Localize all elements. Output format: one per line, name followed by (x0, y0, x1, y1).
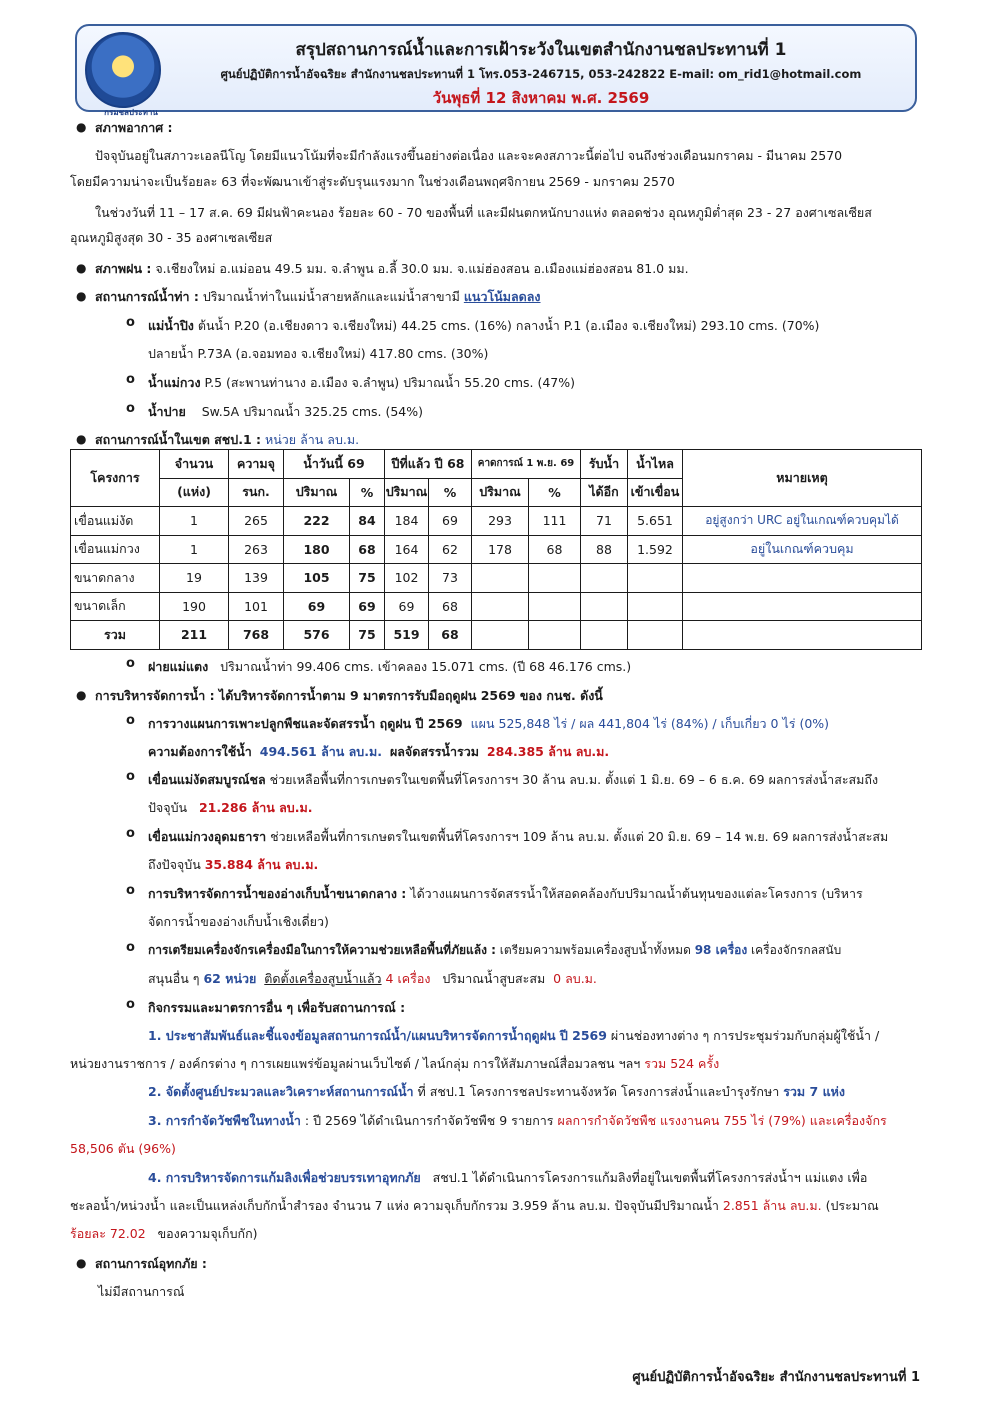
runoff-heading: สถานการณ์น้ำท่า : (95, 289, 199, 304)
mgmt-item-4-text-b: จัดการน้ำของอ่างเก็บน้ำเชิงเดี่ยว) (148, 914, 329, 929)
row-fc-vol: 293 (472, 507, 529, 536)
row-today-pct: 75 (350, 564, 385, 593)
rain-text: จ.เชียงใหม่ อ.แม่ออน 49.5 มม. จ.ลำพูน อ.ลี้ 30.0 มม. จ.แม่ฮ่องสอน อ.เมืองแม่ฮ่องสอน 81.0 มม. (155, 261, 689, 276)
row-fc-pct (529, 592, 581, 621)
logo-text: กรมชลประทาน (104, 108, 158, 117)
circle-bullet-icon: o (126, 401, 135, 416)
activity-4b (70, 1196, 940, 1216)
activity-4-value: 2.851 ล้าน ลบ.ม. (722, 1198, 822, 1213)
weather-text-2a: ในช่วงวันที่ 11 – 17 ส.ค. 69 มีฝนฟ้าคะนอง ร้อยละ 60 - 70 ของพื้นที่ และมีฝนตกหนักบางแห่ง ตลอดช่วง อุณหภูมิต่ำสุด 23 - 27 องศาเซลเซียส (95, 205, 872, 220)
row-receivable: 71 (581, 507, 628, 536)
row-last-pct: 73 (429, 564, 472, 593)
mgmt-need-label: ความต้องการใช้น้ำ (148, 744, 252, 759)
mgmt-item-2-text-b: ปัจจุบัน (148, 800, 188, 815)
runoff-trend: แนวโน้มลดลง (463, 289, 541, 304)
mgmt-item-5-pumps: 98 เครื่อง (694, 943, 748, 957)
page-footer: ศูนย์ปฏิบัติการน้ำอัจฉริยะ สำนักงานชลประทานที่ 1 (632, 1370, 920, 1385)
row-last-pct: 69 (429, 507, 472, 536)
activity-2-label: 2. จัดตั้งศูนย์ประมวลและวิเคราะห์สถานการณ์น้ำ (148, 1084, 414, 1099)
flood-heading: สถานการณ์อุทกภัย : (95, 1256, 207, 1271)
mgmt-item-1-plan: แผน 525,848 ไร่ / ผล 441,804 ไร่ (84%) / เก็บเกี่ยว 0 ไร่ (0%) (470, 716, 830, 731)
weather-heading: สภาพอากาศ : (95, 120, 173, 135)
col-project: โครงการ (71, 450, 160, 507)
row-today-vol: 105 (284, 564, 350, 593)
activity-2-text: ที่ สชป.1 โครงการชลประทานจังหวัด โครงการส่งน้ำและบำรุงรักษา (417, 1084, 780, 1099)
row-fc-pct: 68 (529, 535, 581, 564)
mgmt-item-4-text: ได้วางแผนการจัดสรรน้ำให้สอดคล้องกับปริมาณน้ำต้นทุนของแต่ละโครงการ (บริหาร (410, 886, 863, 901)
col-today-percent: % (350, 478, 385, 507)
activity-1-label: 1. ประชาสัมพันธ์และชี้แจงข้อมูลสถานการณ์น้ำ/แผนบริหารจัดการน้ำฤดูฝน ปี 2569 (148, 1028, 607, 1043)
row-capacity: 265 (229, 507, 284, 536)
row-today-vol: 69 (284, 592, 350, 621)
table-row (71, 592, 922, 621)
col-count-unit: (แห่ง) (160, 478, 229, 507)
mgmt-alloc-value: 284.385 ล้าน ลบ.ม. (486, 744, 610, 759)
bullet-icon: ● (76, 261, 87, 275)
ping-text-b: ปลายน้ำ P.73A (อ.จอมทอง จ.เชียงใหม่) 417.80 cms. (30%) (148, 346, 489, 361)
mgmt-item-5-units: 62 หน่วย (203, 971, 257, 986)
kuang-label: น้ำแม่กวง (148, 375, 201, 390)
activity-4-text: สชป.1 ได้ดำเนินการโครงการแก้มลิงที่อยู่ในเขตพื้นที่โครงการส่งน้ำฯ แม่แตง เพื่อ (432, 1170, 868, 1185)
row-remark (683, 592, 922, 621)
mgmt-item-5-text: เตรียมความพร้อมเครื่องสูบน้ำทั้งหมด (499, 943, 691, 957)
row-capacity: 139 (229, 564, 284, 593)
mgmt-item-2 (148, 770, 940, 790)
mae-taeng-text: ปริมาณน้ำท่า 99.406 cms. เข้าคลอง 15.071 cms. (ปี 68 46.176 cms.) (220, 659, 632, 674)
mgmt-item-5b (148, 969, 940, 989)
mgmt-need-value: 494.561 ล้าน ลบ.ม. (259, 744, 382, 759)
activity-3-label: 3. การกำจัดวัชพืชในทางน้ำ (148, 1113, 301, 1128)
row-remark: อยู่ในเกณฑ์ควบคุม (683, 535, 922, 564)
table-row (71, 564, 922, 593)
activity-3 (148, 1111, 940, 1131)
pai-text: Sw.5A ปริมาณน้ำ 325.25 cms. (54%) (201, 404, 424, 419)
activity-1b (70, 1054, 940, 1074)
reservoir-heading: สถานการณ์น้ำในเขต สชป.1 : (95, 432, 262, 447)
total-last-pct: 68 (429, 621, 472, 650)
runoff-text: ปริมาณน้ำท่าในแม่น้ำสายหลักและแม่น้ำสาขามี (202, 289, 460, 304)
report-title: สรุปสถานการณ์น้ำและการเฝ้าระวังในเขตสำนักงานชลประทานที่ 1 (295, 40, 787, 60)
rain-heading: สภาพฝน : (95, 261, 152, 276)
col-last-year: ปีที่แล้ว ปี 68 (385, 450, 472, 479)
rain-line (95, 259, 940, 279)
row-inflow: 5.651 (628, 507, 683, 536)
report-subtitle: ศูนย์ปฏิบัติการน้ำอัจฉริยะ สำนักงานชลประทานที่ 1 โทร.053-246715, 053-242822 E-mail: om_rid1@hotmail.com (220, 67, 862, 81)
activity-3-result-b: 58,506 ตัน (96%) (70, 1141, 176, 1156)
mgmt-item-2-value: 21.286 ล้าน ลบ.ม. (198, 800, 313, 815)
activity-4-pct: ร้อยละ 72.02 (70, 1226, 146, 1241)
row-count: 190 (160, 592, 229, 621)
row-receivable: 88 (581, 535, 628, 564)
pai-line (148, 402, 940, 422)
bullet-icon: ● (76, 688, 87, 702)
col-capacity: ความจุ (229, 450, 284, 479)
ping-text: ต้นน้ำ P.20 (อ.เชียงดาว จ.เชียงใหม่) 44.25 cms. (16%) กลางน้ำ P.1 (อ.เมือง จ.เชียงใหม่) 293.10 cms. (70%) (197, 318, 820, 333)
row-name: ขนาดกลาง (71, 564, 160, 593)
circle-bullet-icon: o (126, 769, 135, 784)
activity-1-total: รวม 524 ครั้ง (644, 1056, 720, 1071)
circle-bullet-icon: o (126, 826, 135, 841)
row-fc-pct (529, 564, 581, 593)
row-last-pct: 62 (429, 535, 472, 564)
table-row (71, 535, 922, 564)
runoff-line (95, 287, 940, 307)
report-date: วันพุธที่ 12 สิงหาคม พ.ศ. 2569 (432, 89, 650, 107)
mgmt-item-1-label: การวางแผนการเพาะปลูกพืชและจัดสรรน้ำ ฤดูฝน ปี 2569 (148, 716, 463, 731)
mgmt-item-5-pumped: ปริมาณน้ำสูบสะสม (442, 971, 546, 986)
total-last-vol: 519 (385, 621, 429, 650)
activity-2-total: รวม 7 แห่ง (783, 1084, 845, 1099)
reservoir-heading-line (95, 430, 940, 450)
circle-bullet-icon: o (126, 372, 135, 387)
circle-bullet-icon: o (126, 713, 135, 728)
mgmt-item-4-label: การบริหารจัดการน้ำของอ่างเก็บน้ำขนาดกลาง : (148, 886, 407, 901)
mgmt-item-5-installed-n: 4 เครื่อง (385, 971, 431, 986)
total-count: 211 (160, 621, 229, 650)
row-today-pct: 69 (350, 592, 385, 621)
row-remark (683, 564, 922, 593)
row-last-vol: 69 (385, 592, 429, 621)
total-empty (683, 621, 922, 650)
total-today-vol: 576 (284, 621, 350, 650)
mgmt-item-1b (148, 742, 940, 762)
row-receivable (581, 564, 628, 593)
row-count: 1 (160, 507, 229, 536)
bullet-icon: ● (76, 289, 87, 303)
bullet-icon: ● (76, 120, 87, 134)
mgmt-item-5-text-b: สนุนอื่น ๆ (148, 971, 200, 986)
bullet-icon: ● (76, 1256, 87, 1270)
col-inflow-2: เข้าเขื่อน (628, 478, 683, 507)
activity-1-text-b: หน่วยงานราชการ / องค์กรต่าง ๆ การเผยแพร่ข้อมูลผ่านเว็บไซต์ / ไลน์กลุ่ม การให้สัมภาษณ์สื่อมวลชน ฯลฯ (70, 1056, 641, 1071)
circle-bullet-icon: o (126, 315, 135, 330)
row-fc-pct: 111 (529, 507, 581, 536)
activity-4 (148, 1168, 940, 1188)
col-inflow: น้ำไหล (628, 450, 683, 479)
weather-text-1a: ปัจจุบันอยู่ในสภาวะเอลนีโญ โดยมีแนวโน้มที่จะมีกำลังแรงขึ้นอย่างต่อเนื่อง และจะคงสภาวะนี้ต่อไป จนถึงช่วงเดือนมกราคม - มีนาคม 2570 (95, 148, 843, 163)
ping-line (148, 316, 940, 336)
activity-2 (148, 1082, 940, 1102)
mgmt-item-1 (148, 714, 940, 734)
rid-logo-icon (85, 32, 161, 117)
row-inflow (628, 592, 683, 621)
row-today-pct: 68 (350, 535, 385, 564)
reservoir-table (70, 449, 922, 650)
mgmt-item-3-text-b: ถึงปัจจุบัน (148, 857, 201, 872)
total-today-pct: 75 (350, 621, 385, 650)
mgmt-item-2-text: ช่วยเหลือพื้นที่การเกษตรในเขตพื้นที่โครงการฯ 30 ล้าน ลบ.ม. ตั้งแต่ 1 มิ.ย. 69 – 6 ธ.ค. 69 ผลการส่งน้ำสะสมถึง (269, 772, 879, 787)
table-total-row (71, 621, 922, 650)
col-receivable: รับน้ำ (581, 450, 628, 479)
table-row (71, 507, 922, 536)
activity-1-text: ผ่านช่องทางต่าง ๆ การประชุมร่วมกับกลุ่มผู้ใช้น้ำ / (610, 1028, 880, 1043)
col-fc-percent: % (529, 478, 581, 507)
mgmt-item-5-label: การเตรียมเครื่องจักรเครื่องมือในการให้ความช่วยเหลือพื้นที่ภัยแล้ง : (148, 943, 496, 957)
col-fc-volume: ปริมาณ (472, 478, 529, 507)
row-fc-vol (472, 592, 529, 621)
row-count: 19 (160, 564, 229, 593)
col-last-percent: % (429, 478, 472, 507)
activity-4c (70, 1224, 940, 1244)
mgmt-item-6-label: กิจกรรมและมาตรการอื่น ๆ เพื่อรับสถานการณ์ : (148, 1000, 406, 1015)
row-today-pct: 84 (350, 507, 385, 536)
row-last-vol: 184 (385, 507, 429, 536)
kuang-text: P.5 (สะพานท่านาง อ.เมือง จ.ลำพูน) ปริมาณน้ำ 55.20 cms. (47%) (204, 375, 575, 390)
management-heading: การบริหารจัดการน้ำ : ได้บริหารจัดการน้ำตาม 9 มาตรการรับมือฤดูฝน 2569 ของ กนช. ดังนี้ (95, 688, 603, 703)
mgmt-item-3 (148, 827, 940, 847)
col-receivable-2: ได้อีก (581, 478, 628, 507)
circle-bullet-icon: o (126, 997, 135, 1012)
row-capacity: 263 (229, 535, 284, 564)
bullet-icon: ● (76, 432, 87, 446)
mgmt-item-3-value: 35.884 ล้าน ลบ.ม. (204, 857, 319, 872)
total-empty (628, 621, 683, 650)
mgmt-item-5-installed: ติดตั้งเครื่องสูบน้ำแล้ว (264, 971, 382, 986)
total-capacity: 768 (229, 621, 284, 650)
col-remark: หมายเหตุ (683, 450, 922, 507)
mgmt-item-5-text2: เครื่องจักรกลสนับ (751, 943, 842, 957)
circle-bullet-icon: o (126, 940, 135, 955)
row-inflow (628, 564, 683, 593)
total-empty (529, 621, 581, 650)
row-name: เขื่อนแม่กวง (71, 535, 160, 564)
row-name: ขนาดเล็ก (71, 592, 160, 621)
mgmt-item-3-text: ช่วยเหลือพื้นที่การเกษตรในเขตพื้นที่โครงการฯ 109 ล้าน ลบ.ม. ตั้งแต่ 20 มิ.ย. 69 – 14 พ.ย. 69 ผลการส่งน้ำสะสม (270, 829, 889, 844)
activity-4-label: 4. การบริหารจัดการแก้มลิงเพื่อช่วยบรรเทาอุทกภัย (148, 1170, 421, 1185)
total-name: รวม (71, 621, 160, 650)
report-header (75, 24, 917, 117)
mgmt-item-4 (148, 884, 940, 904)
mgmt-item-2b (148, 798, 940, 818)
mgmt-item-2-label: เขื่อนแม่งัดสมบูรณ์ชล (148, 772, 266, 787)
row-last-vol: 164 (385, 535, 429, 564)
mgmt-alloc-label: ผลจัดสรรน้ำรวม (389, 744, 479, 759)
col-capacity-unit: รนก. (229, 478, 284, 507)
col-count: จำนวน (160, 450, 229, 479)
row-name: เขื่อนแม่งัด (71, 507, 160, 536)
circle-bullet-icon: o (126, 883, 135, 898)
row-last-vol: 102 (385, 564, 429, 593)
row-last-pct: 68 (429, 592, 472, 621)
ping-label: แม่น้ำปิง (148, 318, 194, 333)
mae-taeng-label: ฝายแม่แตง (148, 659, 209, 674)
flood-text: ไม่มีสถานการณ์ (98, 1284, 185, 1299)
activity-4-text-b: ชะลอน้ำ/หน่วงน้ำ และเป็นแหล่งเก็บกักน้ำสำรอง จำนวน 7 แห่ง ความจุเก็บกักรวม 3.959 ล้าน ลบ.ม. ปัจจุบันมีปริมาณน้ำ (70, 1198, 719, 1213)
pai-label: น้ำปาย (148, 404, 186, 419)
reservoir-unit: หน่วย ล้าน ลบ.ม. (265, 432, 360, 447)
row-capacity: 101 (229, 592, 284, 621)
row-today-vol: 222 (284, 507, 350, 536)
activity-1 (148, 1026, 940, 1046)
total-empty (581, 621, 628, 650)
mae-taeng-line (148, 657, 940, 677)
weather-text-1b: โดยมีความน่าจะเป็นร้อยละ 63 ที่จะพัฒนาเข้าสู่ระดับรุนแรงมาก ในช่วงเดือนพฤศจิกายน 2569 - มกราคม 2570 (70, 174, 675, 189)
mgmt-item-5-pumped-n: 0 ลบ.ม. (553, 971, 597, 986)
row-fc-vol (472, 564, 529, 593)
circle-bullet-icon: o (126, 656, 135, 671)
activity-3-result: ผลการกำจัดวัชพืช แรงงานคน 755 ไร่ (79%) และเครื่องจักร (557, 1113, 887, 1128)
row-count: 1 (160, 535, 229, 564)
total-empty (472, 621, 529, 650)
table-header-row (71, 450, 922, 479)
activity-4-text-c: (ประมาณ (825, 1198, 879, 1213)
mgmt-item-5 (148, 941, 940, 960)
row-receivable (581, 592, 628, 621)
row-today-vol: 180 (284, 535, 350, 564)
col-today: น้ำวันนี้ 69 (284, 450, 385, 479)
mgmt-item-3b (148, 855, 940, 875)
mgmt-item-3-label: เขื่อนแม่กวงอุดมธารา (148, 829, 267, 844)
kuang-line (148, 373, 940, 393)
activity-3-text: : ปี 2569 ได้ดำเนินการกำจัดวัชพืช 9 รายการ (304, 1113, 554, 1128)
row-fc-vol: 178 (472, 535, 529, 564)
col-last-volume: ปริมาณ (385, 478, 429, 507)
row-inflow: 1.592 (628, 535, 683, 564)
activity-4-text-d: ของความจุเก็บกัก) (157, 1226, 258, 1241)
weather-text-2b: อุณหภูมิสูงสุด 30 - 35 องศาเซลเซียส (70, 230, 273, 245)
row-remark: อยู่สูงกว่า URC อยู่ในเกณฑ์ควบคุมได้ (683, 507, 922, 536)
col-forecast: คาดการณ์ 1 พ.ย. 69 (472, 450, 581, 479)
col-today-volume: ปริมาณ (284, 478, 350, 507)
